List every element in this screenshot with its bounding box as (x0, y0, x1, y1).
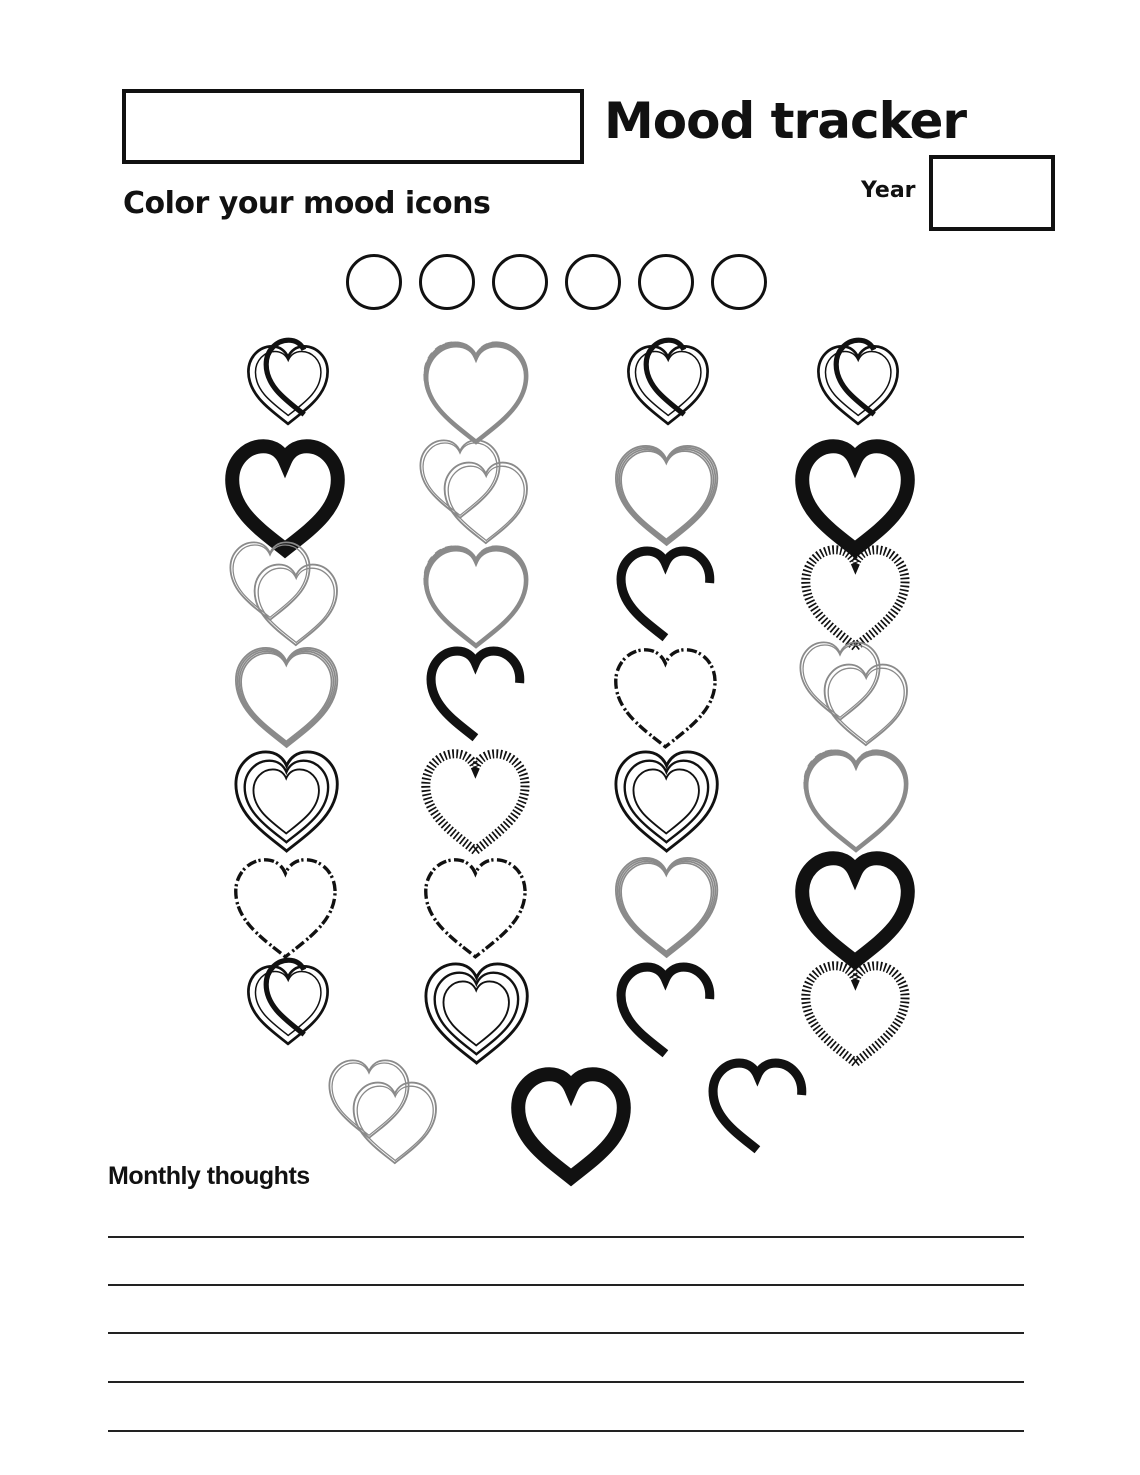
day-heart-icon[interactable] (795, 439, 915, 551)
thoughts-writing-line[interactable] (108, 1284, 1024, 1286)
day-heart-icon[interactable] (225, 957, 345, 1069)
day-heart-icon[interactable] (511, 1067, 631, 1179)
thoughts-writing-line[interactable] (108, 1430, 1024, 1432)
day-heart-icon[interactable] (605, 745, 725, 857)
thoughts-writing-line[interactable] (108, 1236, 1024, 1238)
day-heart-icon[interactable] (225, 641, 345, 753)
year-label: Year (861, 178, 916, 203)
day-heart-icon[interactable] (324, 1059, 444, 1171)
day-heart-icon[interactable] (795, 337, 915, 449)
day-heart-icon[interactable] (605, 439, 725, 551)
day-heart-icon[interactable] (605, 851, 725, 963)
day-heart-icon[interactable] (225, 337, 345, 449)
color-mood-instructions: Color your mood icons (123, 186, 491, 221)
day-heart-icon[interactable] (697, 1053, 817, 1165)
day-heart-icon[interactable] (795, 745, 915, 857)
day-heart-icon[interactable] (415, 541, 535, 653)
day-heart-icon[interactable] (415, 337, 535, 449)
mood-color-legend (346, 254, 767, 310)
mood-color-circle[interactable] (638, 254, 694, 310)
day-heart-icon[interactable] (225, 439, 345, 551)
day-heart-icon[interactable] (795, 541, 915, 653)
mood-color-circle[interactable] (565, 254, 621, 310)
day-heart-icon[interactable] (605, 337, 725, 449)
day-heart-icon[interactable] (415, 439, 535, 551)
day-heart-icon[interactable] (605, 957, 725, 1069)
day-heart-icon[interactable] (415, 851, 535, 963)
day-heart-icon[interactable] (605, 641, 725, 753)
day-heart-icon[interactable] (795, 851, 915, 963)
page-title: Mood tracker (604, 92, 967, 150)
thoughts-writing-line[interactable] (108, 1332, 1024, 1334)
day-heart-icon[interactable] (225, 745, 345, 857)
mood-color-circle[interactable] (711, 254, 767, 310)
year-field[interactable] (929, 155, 1055, 231)
monthly-thoughts-label: Monthly thoughts (108, 1162, 310, 1190)
month-name-field[interactable] (122, 89, 584, 164)
day-heart-icon[interactable] (795, 641, 915, 753)
mood-color-circle[interactable] (492, 254, 548, 310)
mood-color-circle[interactable] (346, 254, 402, 310)
day-heart-icon[interactable] (415, 957, 535, 1069)
mood-color-circle[interactable] (419, 254, 475, 310)
day-heart-icon[interactable] (415, 745, 535, 857)
day-heart-icon[interactable] (795, 957, 915, 1069)
day-heart-icon[interactable] (225, 851, 345, 963)
day-heart-icon[interactable] (225, 541, 345, 653)
thoughts-writing-line[interactable] (108, 1381, 1024, 1383)
day-heart-icon[interactable] (605, 541, 725, 653)
day-heart-icon[interactable] (415, 641, 535, 753)
